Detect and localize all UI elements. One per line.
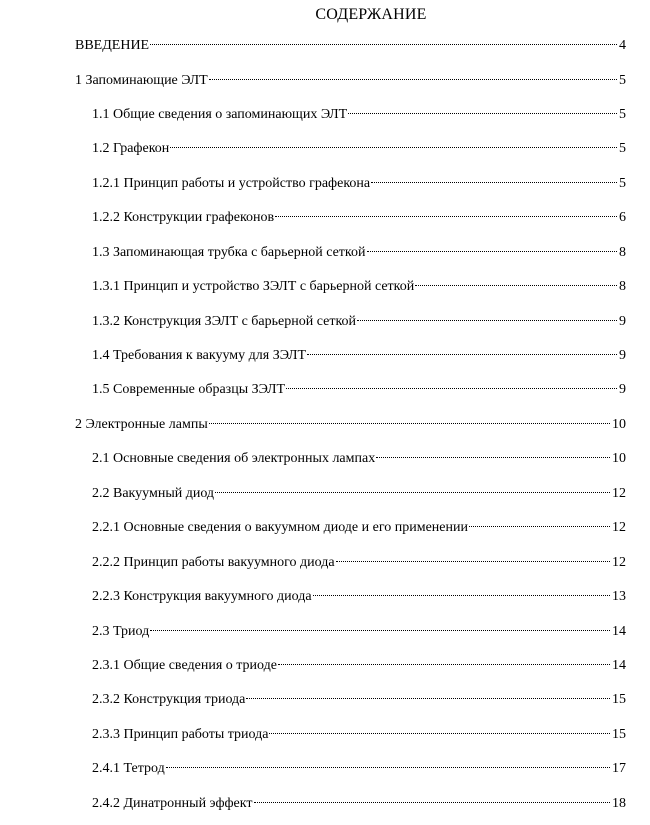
toc-entry-page: 5 <box>619 176 626 191</box>
toc-entry-label: 1.5 Современные образцы ЗЭЛТ <box>92 382 286 397</box>
toc-entry-label: 2.4.1 Тетрод <box>92 761 165 776</box>
toc-entry-page: 5 <box>619 73 626 88</box>
dot-leader <box>313 595 610 596</box>
dot-leader <box>215 492 610 493</box>
toc-entry-page: 10 <box>612 417 626 432</box>
toc-entry-page: 14 <box>612 624 626 639</box>
dot-leader <box>209 79 617 80</box>
toc-entry-page: 5 <box>619 107 626 122</box>
toc-entry-label: 2.3 Триод <box>92 624 150 639</box>
toc-entry-1-3-2[interactable] <box>92 313 626 333</box>
toc-entry-1-4[interactable] <box>92 347 626 367</box>
toc-entry-2-1[interactable] <box>92 450 626 470</box>
dot-leader <box>357 320 617 321</box>
toc-entry-label: 1.4 Требования к вакууму для ЗЭЛТ <box>92 348 307 363</box>
dot-leader <box>415 285 617 286</box>
toc-entry-1-2[interactable] <box>92 140 626 160</box>
toc-entry-page: 6 <box>619 210 626 225</box>
toc-entry-2-3-1[interactable] <box>92 657 626 677</box>
toc-entry-1-2-1[interactable] <box>92 175 626 195</box>
toc-entry-page: 4 <box>619 38 626 53</box>
dot-leader <box>150 44 617 45</box>
toc-entry-1-2-2[interactable] <box>92 209 626 229</box>
toc-entry-label: 1.3.2 Конструкция ЗЭЛТ с барьерной сеткой <box>92 314 357 329</box>
toc-entry-label: 1.3.1 Принцип и устройство ЗЭЛТ с барьерной сеткой <box>92 279 415 294</box>
toc-entry-label: 2.1 Основные сведения об электронных лампах <box>92 451 376 466</box>
toc-entry-introduction[interactable] <box>75 37 626 57</box>
toc-entry-label: 1.2.2 Конструкции графеконов <box>92 210 275 225</box>
toc-entry-2-4-2[interactable] <box>92 795 626 815</box>
toc-entry-1[interactable] <box>75 72 626 92</box>
toc-entry-label: 2.4.2 Динатронный эффект <box>92 796 253 811</box>
toc-entry-page: 12 <box>612 555 626 570</box>
toc-entry-page: 9 <box>619 314 626 329</box>
toc-entry-2-2[interactable] <box>92 485 626 505</box>
toc-entry-1-3[interactable] <box>92 244 626 264</box>
dot-leader <box>336 561 610 562</box>
dot-leader <box>170 147 617 148</box>
toc-title: СОДЕРЖАНИЕ <box>315 6 427 23</box>
toc-entry-label: ВВЕДЕНИЕ <box>75 38 150 53</box>
dot-leader <box>469 526 610 527</box>
toc-entry-page: 10 <box>612 451 626 466</box>
dot-leader <box>254 802 611 803</box>
dot-leader <box>286 388 617 389</box>
toc-entry-2-4-1[interactable] <box>92 760 626 780</box>
toc-entry-2-2-2[interactable] <box>92 554 626 574</box>
toc-entry-page: 5 <box>619 141 626 156</box>
toc-entry-page: 17 <box>612 761 626 776</box>
toc-entry-1-3-1[interactable] <box>92 278 626 298</box>
toc-entry-page: 15 <box>612 692 626 707</box>
toc-entry-page: 12 <box>612 486 626 501</box>
dot-leader <box>275 216 617 217</box>
dot-leader <box>278 664 610 665</box>
toc-entry-label: 1.2.1 Принцип работы и устройство графекона <box>92 176 371 191</box>
dot-leader <box>348 113 617 114</box>
toc-entry-label: 1.3 Запоминающая трубка с барьерной сеткой <box>92 245 366 260</box>
toc-entry-page: 12 <box>612 520 626 535</box>
toc-entry-page: 9 <box>619 382 626 397</box>
toc-entry-label: 2.2.3 Конструкция вакуумного диода <box>92 589 312 604</box>
dot-leader <box>246 698 610 699</box>
toc-entry-1-5[interactable] <box>92 381 626 401</box>
toc-entry-1-1[interactable] <box>92 106 626 126</box>
toc-entry-page: 15 <box>612 727 626 742</box>
toc-entry-page: 14 <box>612 658 626 673</box>
toc-entry-page: 8 <box>619 279 626 294</box>
toc-entry-label: 2 Электронные лампы <box>75 417 208 432</box>
toc-entry-2-3-2[interactable] <box>92 691 626 711</box>
dot-leader <box>367 251 618 252</box>
toc-entry-page: 13 <box>612 589 626 604</box>
toc-entry-page: 9 <box>619 348 626 363</box>
toc-entry-2-3[interactable] <box>92 623 626 643</box>
toc-entry-label: 2.2 Вакуумный диод <box>92 486 215 501</box>
dot-leader <box>307 354 617 355</box>
toc-entry-label: 1.1 Общие сведения о запоминающих ЭЛТ <box>92 107 348 122</box>
dot-leader <box>150 630 610 631</box>
dot-leader <box>166 767 610 768</box>
toc-entry-label: 2.2.1 Основные сведения о вакуумном диоде и его применении <box>92 520 468 535</box>
toc-entry-label: 2.3.3 Принцип работы триода <box>92 727 269 742</box>
toc-entry-2-2-3[interactable] <box>92 588 626 608</box>
toc-entry-label: 2.3.2 Конструкция триода <box>92 692 246 707</box>
toc-entry-2-2-1[interactable] <box>92 519 626 539</box>
dot-leader <box>269 733 610 734</box>
toc-entry-2[interactable] <box>75 416 626 436</box>
toc-entry-label: 2.3.1 Общие сведения о триоде <box>92 658 277 673</box>
toc-entry-2-3-3[interactable] <box>92 726 626 746</box>
dot-leader <box>371 182 617 183</box>
toc-entry-page: 18 <box>612 796 626 811</box>
toc-entry-label: 1.2 Графекон <box>92 141 170 156</box>
dot-leader <box>209 423 610 424</box>
toc-entry-label: 1 Запоминающие ЭЛТ <box>75 73 208 88</box>
toc-entry-label: 2.2.2 Принцип работы вакуумного диода <box>92 555 335 570</box>
toc-entry-page: 8 <box>619 245 626 260</box>
dot-leader <box>376 457 610 458</box>
